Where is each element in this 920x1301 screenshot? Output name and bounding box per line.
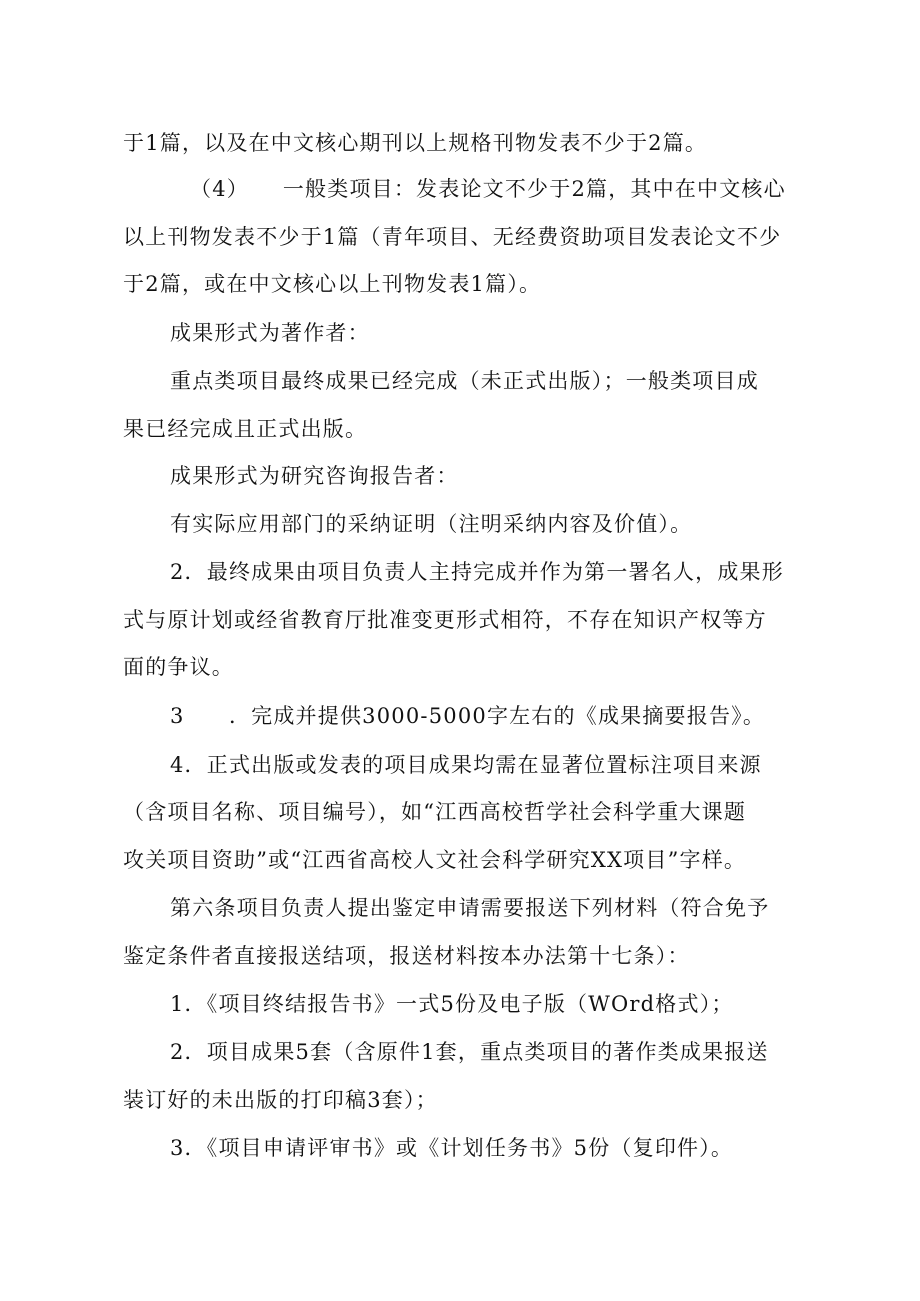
text-line: 有实际应用部门的采纳证明（注明采纳内容及价值）。: [170, 512, 693, 536]
text-line: （含项目名称、项目编号），如“江西高校哲学社会科学重大课题: [123, 800, 747, 824]
text-line: 鉴定条件者直接报送结项，报送材料按本办法第十七条）：: [123, 944, 690, 968]
text-line: 4．正式出版或发表的项目成果均需在显著位置标注项目来源: [170, 753, 762, 777]
text-line: 3．《项目申请评审书》或《计划任务书》5份（复印件）。: [170, 1136, 734, 1160]
text-line: 面的争议。: [123, 655, 234, 679]
text-line: 果已经完成且正式出版。: [123, 417, 368, 441]
text-line: 3 ．完成并提供3000-5000字左右的《成果摘要报告》。: [170, 704, 766, 728]
text-line: 第六条项目负责人提出鉴定申请需要报送下列材料（符合免予: [170, 896, 770, 920]
text-line: 重点类项目最终成果已经完成（未正式出版）；一般类项目成: [170, 369, 759, 393]
text-line: 攻关项目资助”或“江西省高校人文社会科学研究XX项目”字样。: [123, 848, 747, 872]
text-line: 以上刊物发表不少于1篇（青年项目、无经费资助项目发表论文不少: [123, 225, 782, 249]
text-line: 2．最终成果由项目负责人主持完成并作为第一署名人，成果形: [170, 560, 784, 584]
text-line: 装订好的未出版的打印稿3套）；: [123, 1088, 438, 1112]
text-line: 于1篇，以及在中文核心期刊以上规格刊物发表不少于2篇。: [123, 131, 708, 155]
text-line: 1．《项目终结报告书》一式5份及电子版（WOrd格式）；: [170, 992, 734, 1016]
text-line: 成果形式为研究咨询报告者：: [170, 464, 459, 488]
text-line: 2．项目成果5套（含原件1套，重点类项目的著作类成果报送: [170, 1040, 769, 1064]
text-line: 于2篇，或在中文核心以上刊物发表1篇）。: [123, 272, 542, 296]
text-line: 式与原计划或经省教育厅批准变更形式相符，不存在知识产权等方: [123, 608, 767, 632]
text-line: 成果形式为著作者：: [170, 321, 370, 345]
text-line: （4） 一般类项目：发表论文不少于2篇，其中在中文核心: [190, 177, 786, 201]
